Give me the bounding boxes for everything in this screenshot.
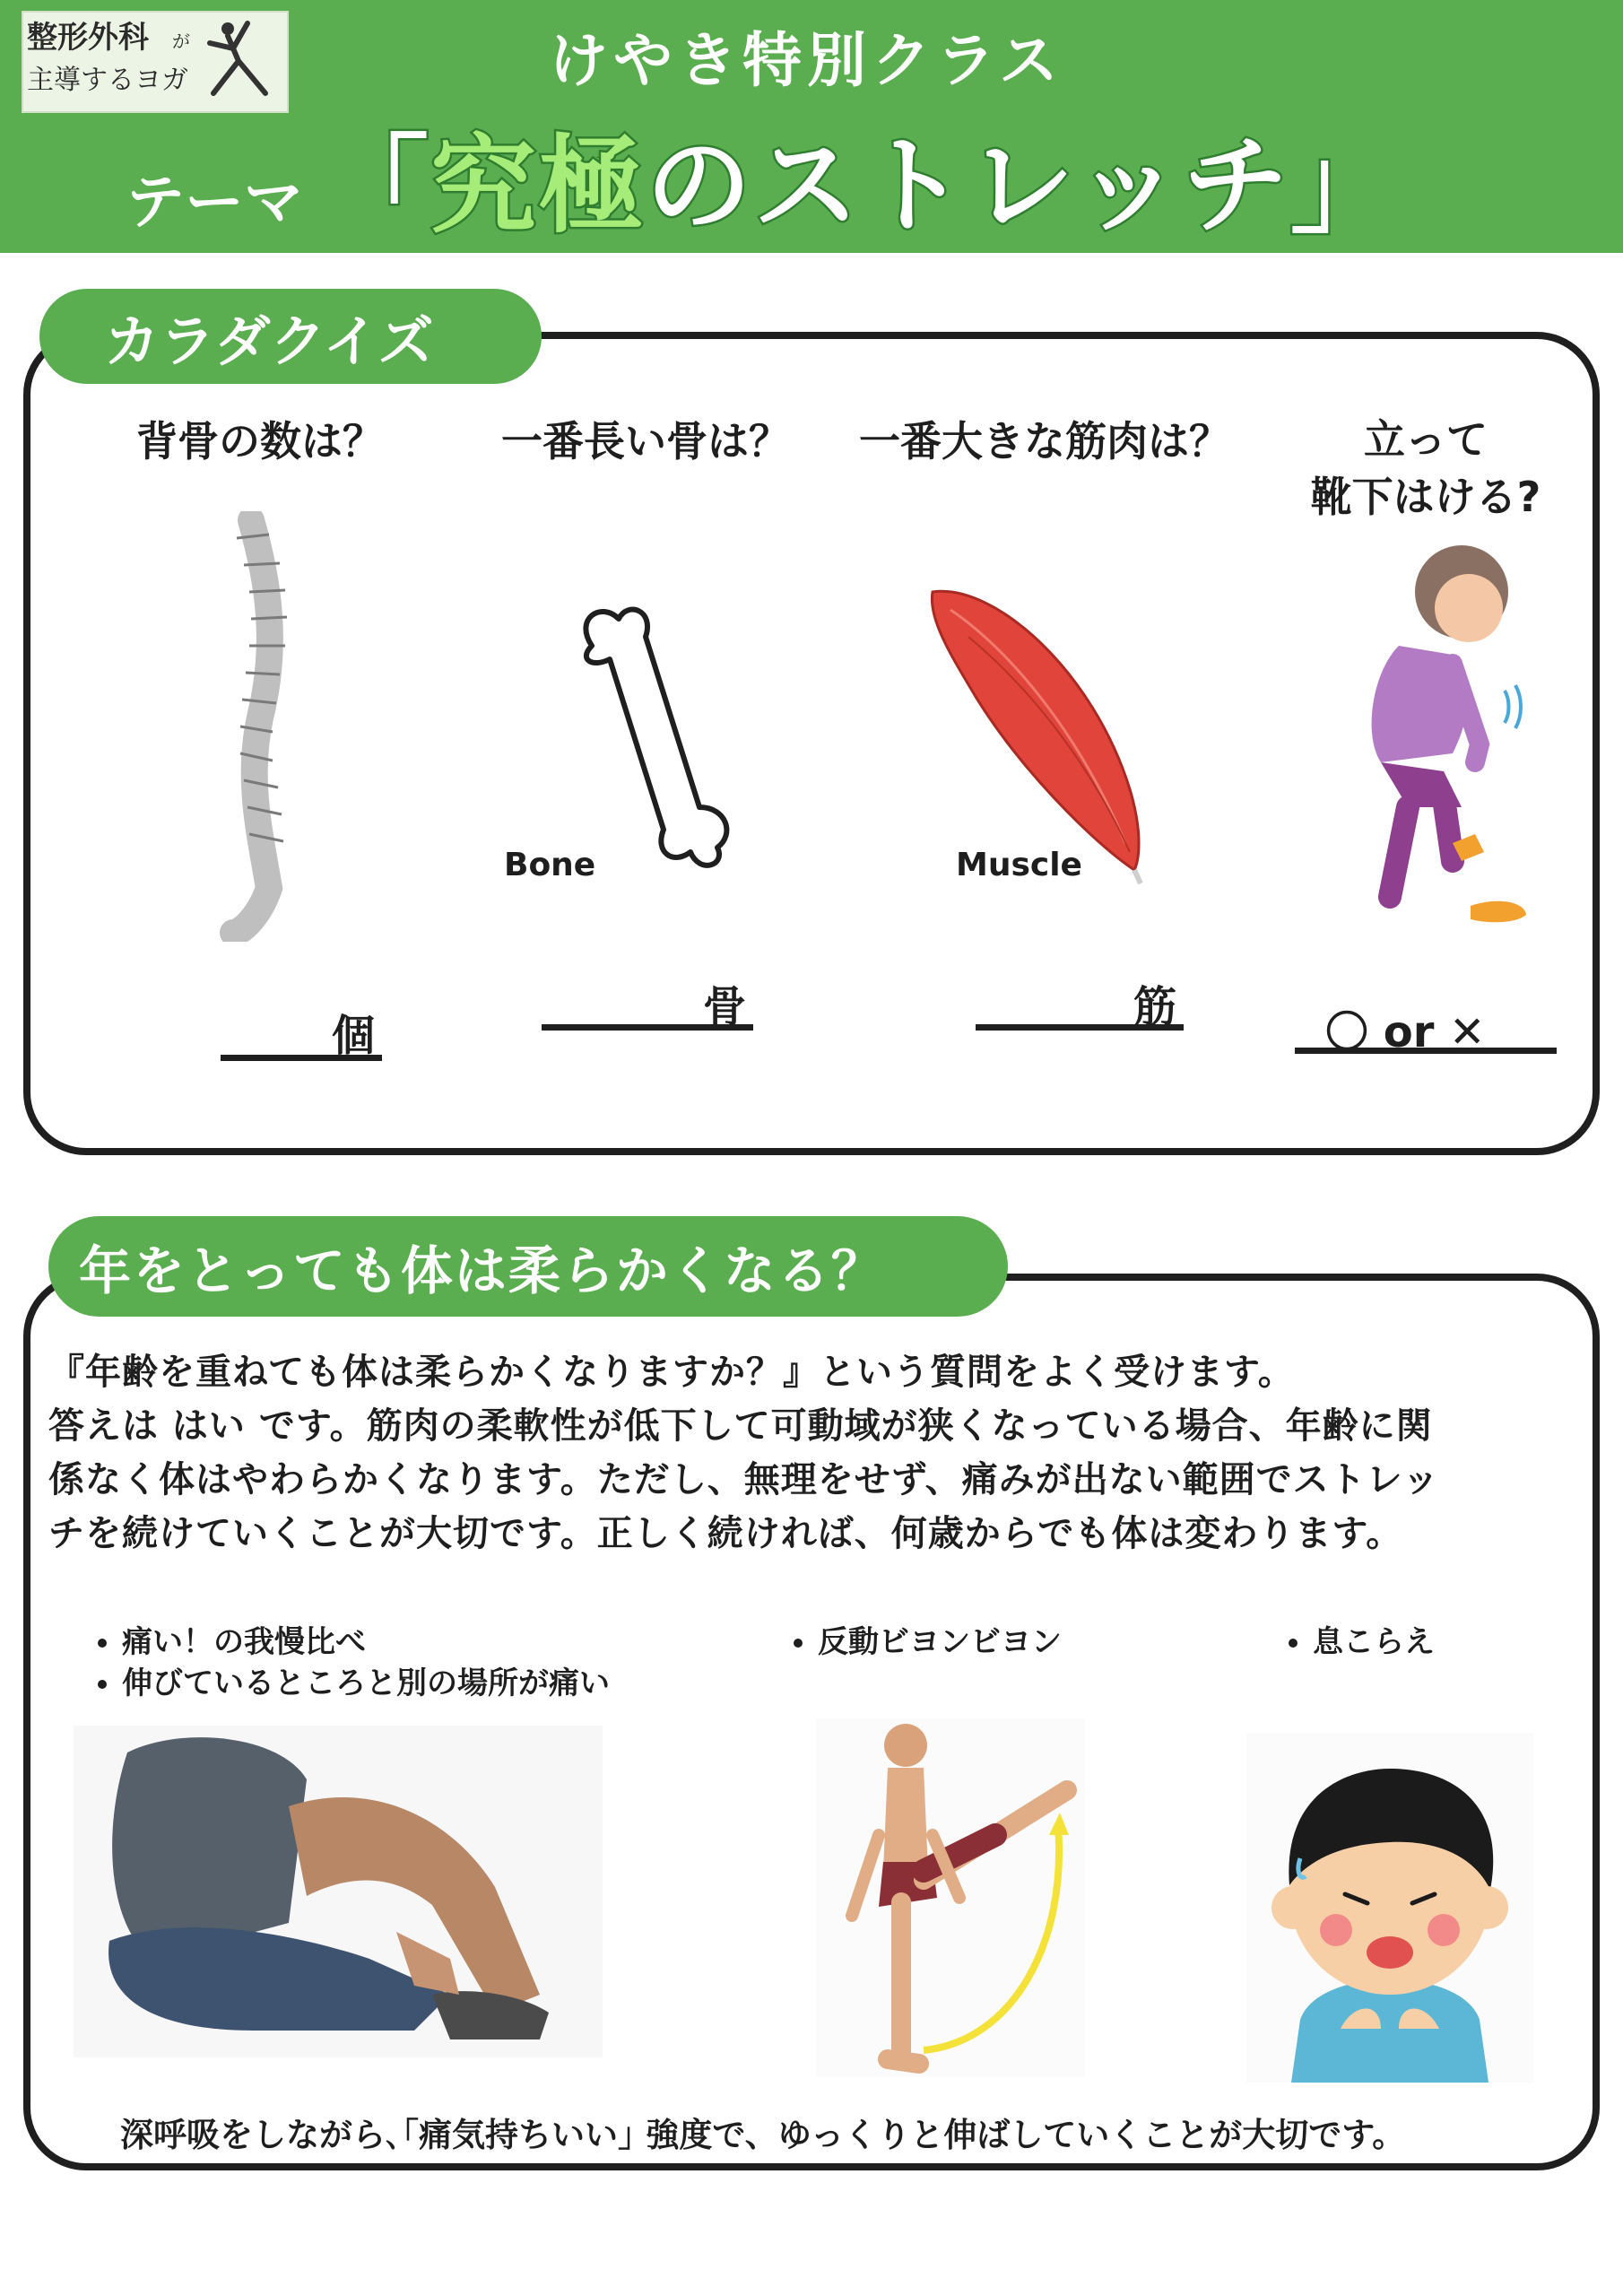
title-bracket-close: 」 [1289, 124, 1398, 248]
title-highlight: 究極 [430, 124, 647, 248]
quiz-question-1: 背骨の数は？ [136, 417, 384, 465]
muscle-icon [915, 574, 1166, 888]
quiz-question-4-line2: 靴下はける? [1310, 473, 1541, 521]
quiz-question-4-line1: 立って [1364, 415, 1488, 464]
answer-suffix-3: 筋 [1133, 982, 1177, 1032]
logo-line1: 整形外科 [27, 20, 149, 56]
page-title [323, 100, 1398, 253]
quiz-heading-text: カラダクイズ [104, 308, 434, 374]
breath-holding-boy-illustration [1246, 1733, 1533, 2083]
bullet-mid-1: • 反動ビヨンビヨン [818, 1622, 1062, 1663]
flex-paragraph [48, 1345, 1439, 1561]
quiz-heading [39, 289, 542, 384]
bullet-left-2: • 伸びているところと別の場所が痛い [122, 1663, 610, 1704]
bullet-left-1: • 痛い！の我慢比べ [122, 1622, 610, 1663]
bullet-right-1: • 息こらえ [1313, 1622, 1435, 1663]
logo-line2: 主導するヨガ [27, 65, 188, 96]
paragraph-line-4: チを続けていくことが大切です。正しく続ければ、何歳からでも体は変わります。 [48, 1513, 1403, 1554]
quiz-question-2: 一番長い骨は？ [501, 417, 790, 465]
answer-suffix-2: 骨 [703, 982, 747, 1032]
yoga-pose-icon [203, 18, 283, 97]
flex-heading [48, 1216, 1008, 1317]
bullets-left [86, 1622, 610, 1704]
bottom-note: 深呼吸をしながら､｢痛気持ちいい｣ 強度で、ゆっくりと伸ばしていくことが大切です。 [120, 2116, 1406, 2154]
logo-ga: が [172, 30, 190, 52]
spine-icon [197, 511, 323, 942]
theme-label: テーマ [126, 168, 303, 237]
bone-label: Bone [504, 847, 596, 883]
flex-heading-text: 年をとっても体は柔らかくなる？ [79, 1240, 885, 1301]
quiz-question-3: 一番大きな筋肉は？ [859, 417, 1230, 465]
answer-suffix-4: 〇 or ✕ [1325, 1007, 1486, 1057]
title-bracket-open: 「 [323, 124, 431, 248]
paragraph-line-1: 『年齢を重ねても体は柔らかくなりますか？』という質問をよく受けます。 [48, 1352, 1295, 1393]
bone-icon [538, 592, 753, 879]
title-rest: のストレッチ [646, 124, 1290, 248]
man-stretching-photo [74, 1726, 603, 2057]
answer-suffix-1: 個 [332, 1011, 376, 1061]
elderly-woman-socks-illustration [1318, 538, 1551, 933]
paragraph-line-3: 係なく体はやわらかくなります。ただし、無理をせず、痛みが出ない範囲でストレッ [48, 1459, 1440, 1500]
bullets-right [1277, 1622, 1435, 1663]
muscle-label: Muscle [956, 847, 1082, 883]
paragraph-line-2: 答えは はい です。筋肉の柔軟性が低下して可動域が狭くなっている場合、年齢に関 [48, 1405, 1433, 1447]
leg-swing-illustration [816, 1718, 1085, 2077]
class-subtitle: けやき特別クラス [549, 26, 1064, 95]
bullets-mid [782, 1622, 1062, 1663]
